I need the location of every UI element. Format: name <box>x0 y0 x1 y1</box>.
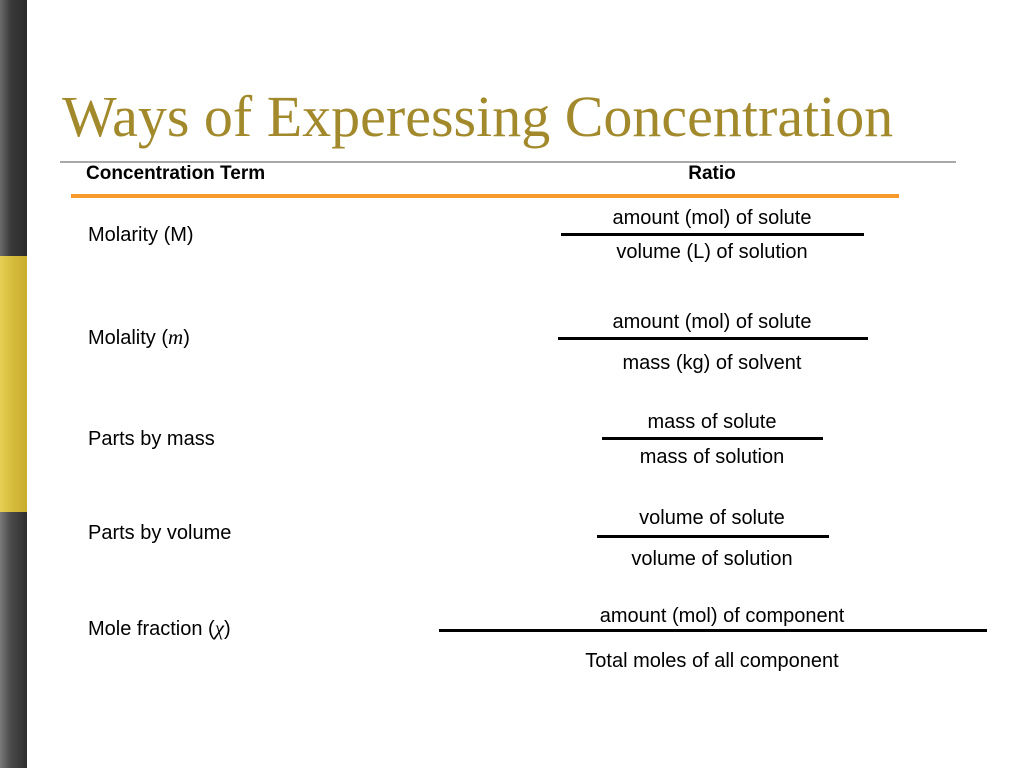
slide-title: Ways of Experessing Concentration <box>62 84 894 149</box>
term-molality <box>88 324 190 351</box>
term-mole-fraction-prefix: Mole fraction ( <box>88 618 215 640</box>
term-mole-fraction <box>88 615 231 642</box>
ratio-denominator-molarity: volume (L) of solution <box>616 241 808 263</box>
header-ratio: Ratio <box>688 163 736 184</box>
ratio-denominator-mole-fraction: Total moles of all component <box>585 650 839 672</box>
ratio-numerator-parts-by-mass: mass of solute <box>647 411 777 433</box>
fraction-bar-molality <box>558 337 868 340</box>
fraction-bar-parts-by-mass <box>602 437 823 440</box>
fraction-bar-molarity <box>561 233 864 236</box>
ratio-denominator-parts-by-volume: volume of solution <box>631 548 793 570</box>
sidebar-bottom-block <box>0 512 27 768</box>
ratio-denominator-parts-by-mass: mass of solution <box>639 446 785 468</box>
header-concentration-term: Concentration Term <box>86 163 266 184</box>
term-parts-by-volume: Parts by volume <box>88 522 232 544</box>
sidebar-top-block <box>0 0 27 256</box>
ratio-numerator-parts-by-volume: volume of solute <box>639 507 785 529</box>
term-molality-prefix: Molality ( <box>88 327 169 349</box>
fraction-bar-mole-fraction <box>439 629 987 632</box>
term-mole-fraction-suffix: ) <box>223 618 231 640</box>
fraction-bar-parts-by-volume <box>597 535 829 538</box>
term-molarity: Molarity (M) <box>88 224 194 246</box>
sidebar-decoration <box>0 0 27 768</box>
sidebar-accent-block <box>0 256 27 512</box>
ratio-numerator-mole-fraction: amount (mol) of component <box>599 605 845 627</box>
ratio-denominator-molality: mass (kg) of solvent <box>622 352 802 374</box>
ratio-numerator-molality: amount (mol) of solute <box>612 311 812 333</box>
ratio-numerator-molarity: amount (mol) of solute <box>612 207 812 229</box>
term-molality-suffix: ) <box>183 327 190 349</box>
chi-symbol: χ <box>214 616 224 640</box>
term-parts-by-mass: Parts by mass <box>88 428 215 450</box>
header-divider <box>71 194 899 198</box>
molality-symbol: m <box>168 325 184 349</box>
